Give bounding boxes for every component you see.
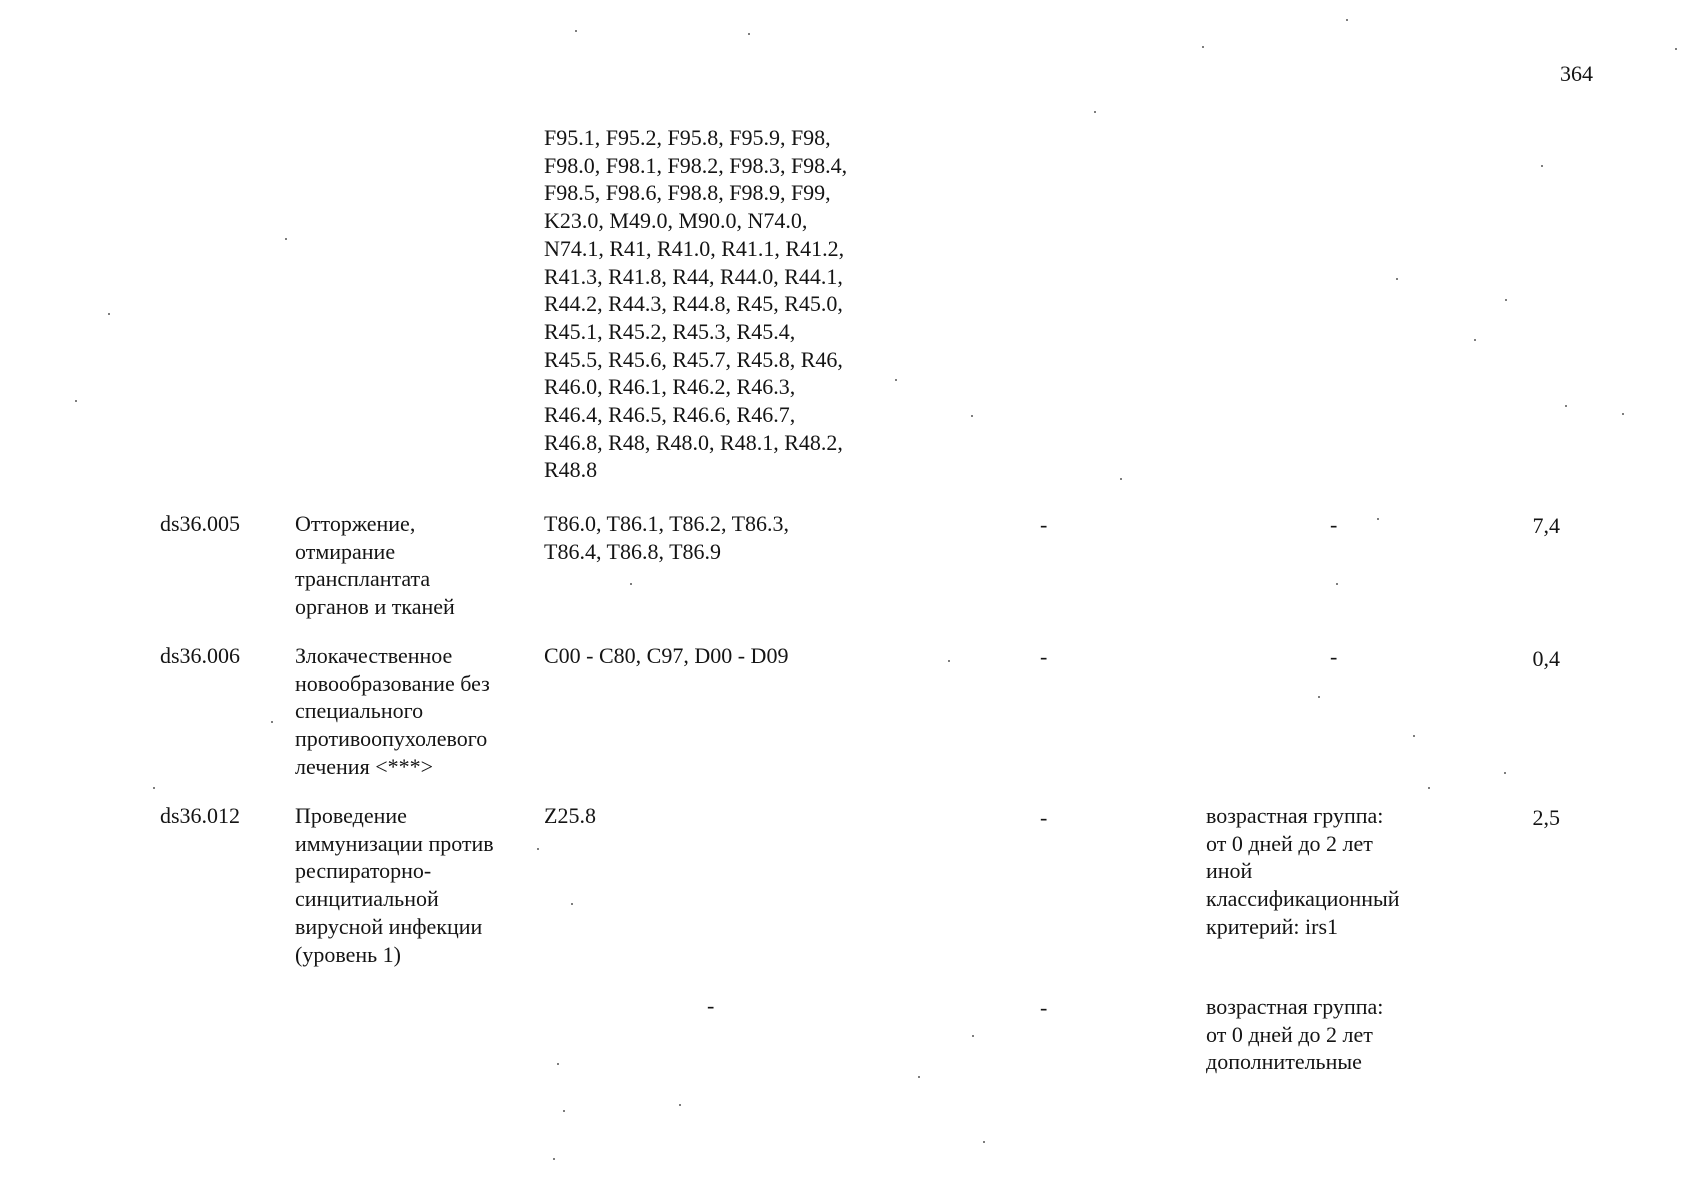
name-line: Проведение bbox=[295, 803, 407, 828]
row-mkb-codes bbox=[544, 642, 904, 670]
row-name bbox=[295, 510, 530, 621]
row-mkb-codes bbox=[544, 510, 904, 565]
row-dash: - bbox=[1330, 644, 1338, 669]
row-coefficient: 0,4 bbox=[1532, 646, 1560, 671]
row-coefficient: 2,5 bbox=[1532, 805, 1560, 830]
row-name bbox=[295, 642, 530, 781]
criteria-line: от 0 дней до 2 лет bbox=[1206, 830, 1373, 856]
row-dash: - bbox=[1040, 995, 1048, 1020]
row-code: ds36.005 bbox=[160, 511, 241, 536]
name-line: Отторжение, bbox=[295, 511, 416, 536]
name-line: иммунизации против bbox=[295, 830, 494, 856]
code-line: K23.0, M49.0, M90.0, N74.0, bbox=[544, 208, 808, 234]
mkb-line: C00 - C80, C97, D00 - D09 bbox=[544, 643, 789, 668]
row-extra-criteria bbox=[1206, 802, 1451, 941]
code-line: R45.5, R45.6, R45.7, R45.8, R46, bbox=[544, 346, 843, 372]
row-dash: - bbox=[1330, 512, 1338, 537]
continued-codes-cell bbox=[544, 124, 904, 484]
row-code: ds36.012 bbox=[160, 803, 241, 828]
code-line: R46.0, R46.1, R46.2, R46.3, bbox=[544, 374, 796, 400]
code-line: R41.3, R41.8, R44, R44.0, R44.1, bbox=[544, 263, 843, 289]
criteria-line: от 0 дней до 2 лет bbox=[1206, 1021, 1373, 1047]
page-number: 364 bbox=[1560, 61, 1593, 86]
mkb-line: T86.4, T86.8, T86.9 bbox=[544, 538, 722, 564]
name-line: синцитиальной bbox=[295, 886, 439, 912]
criteria-line: иной bbox=[1206, 858, 1253, 884]
row-dash: - bbox=[1040, 512, 1048, 537]
row-dash: - bbox=[1040, 644, 1048, 669]
code-line: N74.1, R41, R41.0, R41.1, R41.2, bbox=[544, 235, 845, 261]
name-line: специального bbox=[295, 698, 424, 724]
criteria-line: классификационный bbox=[1206, 886, 1400, 912]
code-line: R46.8, R48, R48.0, R48.1, R48.2, bbox=[544, 429, 843, 455]
row-name bbox=[295, 802, 530, 968]
row-coefficient: 7,4 bbox=[1532, 513, 1560, 538]
row-dash: - bbox=[707, 993, 715, 1018]
row-extra-criteria bbox=[1206, 993, 1451, 1076]
criteria-line: возрастная группа: bbox=[1206, 994, 1384, 1019]
row-mkb-codes bbox=[544, 802, 904, 830]
name-line: отмирание bbox=[295, 538, 396, 564]
code-line: R48.8 bbox=[544, 457, 598, 483]
mkb-line: T86.0, T86.1, T86.2, T86.3, bbox=[544, 511, 790, 536]
name-line: респираторно- bbox=[295, 858, 432, 884]
code-line: R45.1, R45.2, R45.3, R45.4, bbox=[544, 318, 796, 344]
code-line: F98.5, F98.6, F98.8, F98.9, F99, bbox=[544, 180, 831, 206]
code-line: R46.4, R46.5, R46.6, R46.7, bbox=[544, 402, 796, 428]
name-line: Злокачественное bbox=[295, 643, 453, 668]
code-line: F95.1, F95.2, F95.8, F95.9, F98, bbox=[544, 125, 831, 150]
row-code: ds36.006 bbox=[160, 643, 241, 668]
code-line: R44.2, R44.3, R44.8, R45, R45.0, bbox=[544, 291, 843, 317]
criteria-line: критерий: irs1 bbox=[1206, 913, 1338, 939]
row-dash: - bbox=[1040, 805, 1048, 830]
criteria-line: дополнительные bbox=[1206, 1049, 1362, 1075]
mkb-line: Z25.8 bbox=[544, 803, 596, 828]
name-line: трансплантата bbox=[295, 566, 431, 592]
name-line: лечения <***> bbox=[295, 753, 434, 779]
name-line: (уровень 1) bbox=[295, 941, 401, 967]
name-line: органов и тканей bbox=[295, 594, 455, 620]
name-line: вирусной инфекции bbox=[295, 913, 483, 939]
name-line: противоопухолевого bbox=[295, 726, 488, 752]
criteria-line: возрастная группа: bbox=[1206, 803, 1384, 828]
name-line: новообразование без bbox=[295, 670, 490, 696]
code-line: F98.0, F98.1, F98.2, F98.3, F98.4, bbox=[544, 152, 848, 178]
